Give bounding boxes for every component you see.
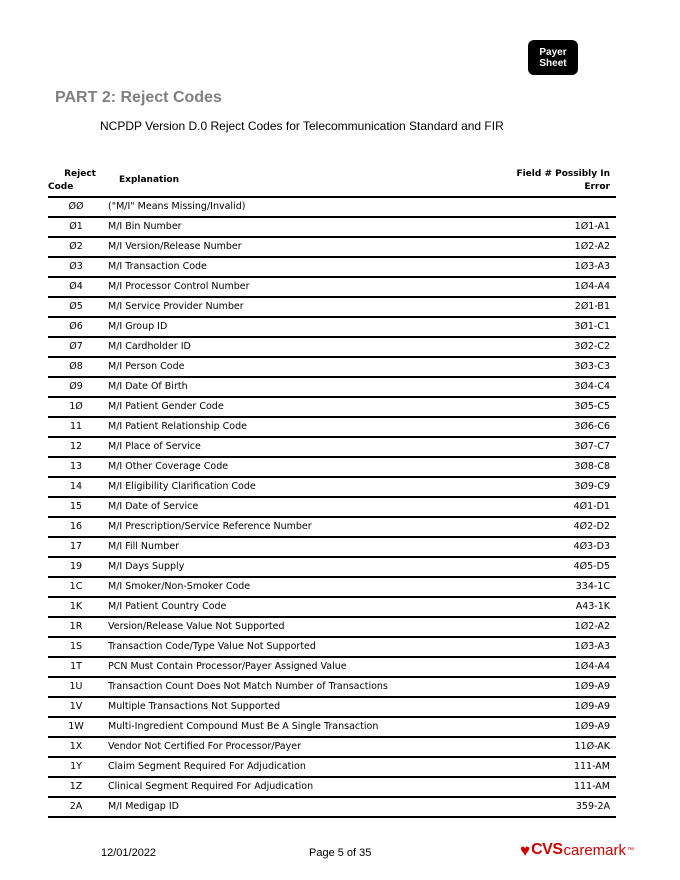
footer-date: 12/01/2022: [101, 847, 157, 859]
payer-sheet-badge: [528, 40, 578, 75]
explanation-cell: Vendor Not Certified For Processor/Payer: [108, 741, 302, 752]
field-cell: 4Ø2-D2: [573, 521, 610, 532]
table-row: [48, 218, 616, 238]
table-row: [48, 318, 616, 338]
reject-code-cell: Ø6: [69, 321, 83, 332]
page-title: PART 2: Reject Codes: [55, 89, 222, 106]
table-row: [48, 578, 616, 598]
reject-code-cell: 13: [69, 461, 83, 472]
explanation-cell: M/I Cardholder ID: [108, 341, 191, 352]
table-row: [48, 438, 616, 458]
table-row: [48, 298, 616, 318]
cvs-caremark-logo: [520, 840, 634, 860]
heart-icon: ♥: [520, 840, 531, 860]
explanation-cell: Transaction Code/Type Value Not Supported: [108, 641, 316, 652]
table-row: [48, 398, 616, 418]
reject-code-cell: 1Ø: [69, 401, 83, 412]
field-cell: 3Ø5-C5: [574, 401, 610, 412]
explanation-cell: M/I Service Provider Number: [108, 301, 244, 312]
field-cell: 111-AM: [573, 781, 610, 792]
field-cell: 1Ø3-A3: [574, 641, 610, 652]
reject-code-cell: 1K: [69, 601, 83, 612]
reject-code-cell: Ø9: [69, 381, 83, 392]
field-cell: 4Ø3-D3: [573, 541, 610, 552]
table-body: [48, 198, 616, 818]
explanation-cell: M/I Eligibility Clarification Code: [108, 481, 256, 492]
reject-code-cell: 14: [69, 481, 83, 492]
reject-code-cell: 19: [69, 561, 83, 572]
table-row: [48, 518, 616, 538]
reject-code-cell: Ø1: [69, 221, 83, 232]
badge-line-2: Sheet: [539, 57, 567, 69]
field-cell: 1Ø9-A9: [574, 701, 610, 712]
field-cell: 4Ø5-D5: [573, 561, 610, 572]
field-cell: 111-AM: [573, 761, 610, 772]
explanation-cell: M/I Transaction Code: [108, 261, 207, 272]
table-row: [48, 658, 616, 678]
explanation-cell: M/I Patient Gender Code: [108, 401, 224, 412]
explanation-cell: M/I Processor Control Number: [108, 281, 250, 292]
field-cell: 3Ø1-C1: [574, 321, 610, 332]
table-row: [48, 558, 616, 578]
reject-code-cell: 1T: [70, 661, 82, 672]
table-row: [48, 698, 616, 718]
logo-brand: CVS: [531, 841, 563, 858]
explanation-cell: Transaction Count Does Not Match Number of Transactions: [108, 681, 388, 692]
table-row: [48, 538, 616, 558]
table-row: [48, 358, 616, 378]
logo-suffix: caremark: [563, 841, 627, 859]
explanation-cell: Version/Release Value Not Supported: [108, 621, 285, 632]
badge-line-1: Payer: [539, 46, 567, 58]
explanation-cell: M/I Person Code: [108, 361, 185, 372]
field-cell: 4Ø1-D1: [573, 501, 610, 512]
field-cell: 359-2A: [575, 801, 610, 812]
reject-code-cell: 1Z: [69, 781, 83, 792]
field-cell: A43-1K: [575, 601, 610, 612]
reject-code-cell: 1S: [69, 641, 83, 652]
page-subtitle: NCPDP Version D.0 Reject Codes for Telecommunication Standard and FIR: [100, 119, 504, 133]
explanation-cell: Multi-Ingredient Compound Must Be A Single Transaction: [108, 721, 379, 732]
table-row: [48, 598, 616, 618]
explanation-cell: M/I Smoker/Non-Smoker Code: [108, 581, 251, 592]
table-row: [48, 638, 616, 658]
reject-code-cell: Ø4: [69, 281, 83, 292]
table-row: [48, 478, 616, 498]
field-cell: 334-1C: [575, 581, 610, 592]
explanation-cell: Multiple Transactions Not Supported: [108, 701, 281, 712]
explanation-cell: M/I Fill Number: [108, 541, 180, 552]
field-cell: 1Ø2-A2: [574, 241, 610, 252]
field-cell: 3Ø8-C8: [574, 461, 610, 472]
table-row: [48, 498, 616, 518]
table-row: [48, 758, 616, 778]
explanation-cell: M/I Date Of Birth: [108, 381, 188, 392]
field-cell: 1Ø9-A9: [574, 681, 610, 692]
table-row: [48, 418, 616, 438]
explanation-cell: Claim Segment Required For Adjudication: [108, 761, 306, 772]
explanation-cell: M/I Days Supply: [108, 561, 185, 572]
table-row: [48, 778, 616, 798]
explanation-cell: M/I Patient Country Code: [108, 601, 227, 612]
reject-code-cell: Ø5: [69, 301, 83, 312]
reject-code-cell: 17: [69, 541, 83, 552]
reject-code-cell: 2A: [69, 801, 83, 812]
reject-code-cell: Ø7: [69, 341, 83, 352]
logo-trademark: ™: [627, 846, 635, 854]
field-cell: 3Ø3-C3: [574, 361, 610, 372]
field-cell: 1Ø2-A2: [574, 621, 610, 632]
field-cell: 11Ø-AK: [574, 741, 610, 752]
reject-code-cell: 11: [69, 421, 83, 432]
reject-code-cell: 1C: [69, 581, 83, 592]
table-row: [48, 738, 616, 758]
table-row: [48, 378, 616, 398]
field-cell: 3Ø7-C7: [574, 441, 610, 452]
table-row: [48, 678, 616, 698]
table-header: [48, 166, 616, 198]
table-row: [48, 278, 616, 298]
col-header-code: Reject Code: [48, 169, 96, 192]
explanation-cell: M/I Place of Service: [108, 441, 201, 452]
explanation-cell: M/I Other Coverage Code: [108, 461, 229, 472]
explanation-cell: M/I Group ID: [108, 321, 168, 332]
reject-code-cell: 1U: [69, 681, 83, 692]
table-row: [48, 238, 616, 258]
explanation-cell: ("M/I" Means Missing/Invalid): [108, 201, 246, 212]
field-cell: 3Ø4-C4: [574, 381, 610, 392]
explanation-cell: M/I Medigap ID: [108, 801, 179, 812]
explanation-cell: Clinical Segment Required For Adjudication: [108, 781, 314, 792]
reject-code-cell: 1V: [69, 701, 83, 712]
footer-page-number: Page 5 of 35: [309, 847, 372, 859]
explanation-cell: M/I Prescription/Service Reference Number: [108, 521, 312, 532]
explanation-cell: M/I Bin Number: [108, 221, 182, 232]
reject-code-cell: 1W: [68, 721, 84, 732]
explanation-cell: PCN Must Contain Processor/Payer Assigned Value: [108, 661, 347, 672]
table-row: [48, 458, 616, 478]
explanation-cell: M/I Date of Service: [108, 501, 199, 512]
reject-code-cell: Ø8: [69, 361, 83, 372]
field-cell: 3Ø6-C6: [574, 421, 610, 432]
reject-codes-table: [48, 166, 616, 818]
reject-code-cell: 15: [69, 501, 83, 512]
reject-code-cell: Ø2: [69, 241, 83, 252]
field-cell: 1Ø9-A9: [574, 721, 610, 732]
col-header-field: Field # Possibly In Error: [516, 169, 610, 192]
table-row: [48, 258, 616, 278]
col-header-explanation: Explanation: [119, 175, 180, 185]
field-cell: 1Ø4-A4: [574, 661, 610, 672]
field-cell: 1Ø1-A1: [574, 221, 610, 232]
reject-code-cell: 1X: [69, 741, 83, 752]
reject-code-cell: 16: [69, 521, 83, 532]
explanation-cell: M/I Patient Relationship Code: [108, 421, 247, 432]
reject-code-cell: 1Y: [70, 761, 82, 772]
field-cell: 1Ø3-A3: [574, 261, 610, 272]
table-row: [48, 198, 616, 218]
explanation-cell: M/I Version/Release Number: [108, 241, 242, 252]
reject-code-cell: 1R: [69, 621, 83, 632]
field-cell: 1Ø4-A4: [574, 281, 610, 292]
table-row: [48, 338, 616, 358]
table-row: [48, 798, 616, 818]
field-cell: 3Ø9-C9: [574, 481, 610, 492]
field-cell: 3Ø2-C2: [574, 341, 610, 352]
reject-code-cell: Ø3: [69, 261, 83, 272]
table-row: [48, 718, 616, 738]
reject-code-cell: ØØ: [68, 201, 84, 212]
table-row: [48, 618, 616, 638]
reject-code-cell: 12: [69, 441, 83, 452]
field-cell: 2Ø1-B1: [574, 301, 610, 312]
